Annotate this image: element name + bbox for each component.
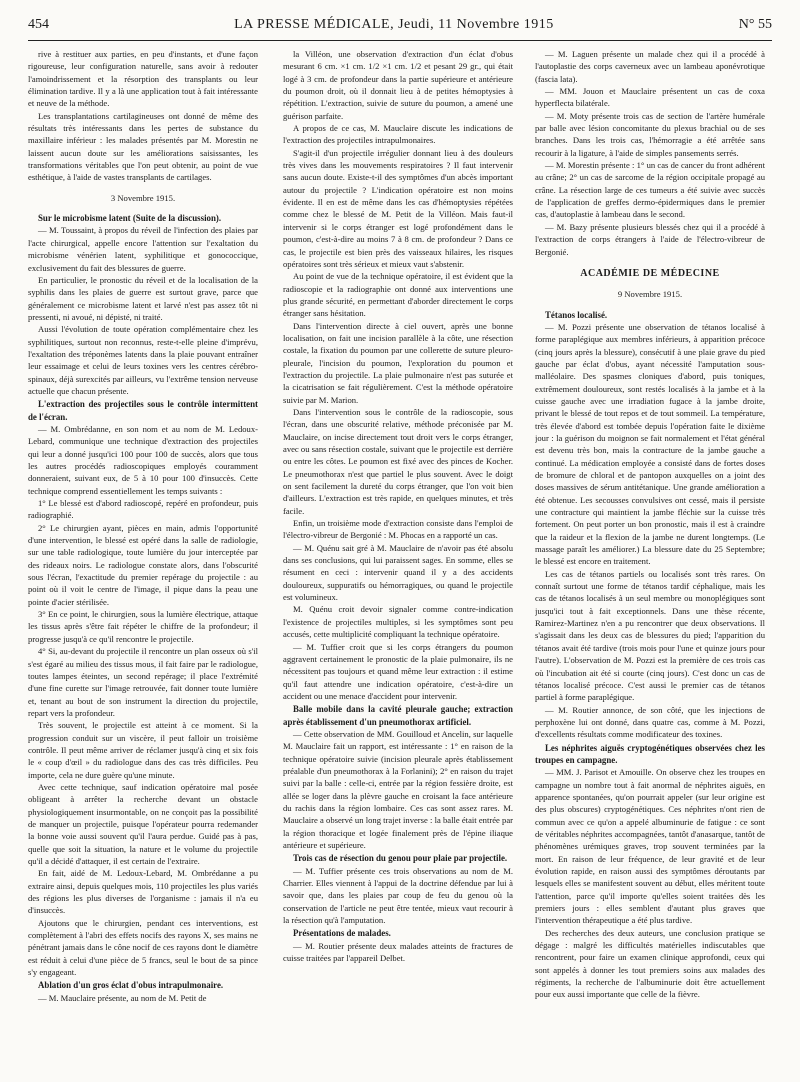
- paragraph: — M. Mauclaire présente, au nom de M. Petit de: [38, 992, 207, 1003]
- paragraph: M. Quénu croit devoir signaler comme contre-indication l'existence de projectiles multiples, si les symptômes sont peu accusés, cette multiplicité compliquant la technique opératoire.: [283, 604, 513, 640]
- paragraph: Enfin, un troisième mode d'extraction consiste dans l'emploi de l'électro-vibreur de Bergonié : M. Phocas en a rapporté un cas.: [283, 518, 513, 541]
- article-heading: Sur le microbisme latent (Suite de la discussion).: [38, 213, 222, 224]
- paragraph: En particulier, le pronostic du réveil et de la localisation de la syphilis dans les plaies de guerre est surtout grave, parce que généralement ce microbisme latent et larvé n'est pas assez tôt ni pressenti, ni avoué, ni dépisté, ni traité.: [28, 274, 258, 322]
- column-3: [535, 48, 765, 1074]
- paragraph: la Villéon, une observation d'extraction d'un éclat d'obus mesurant 6 cm. ×1 cm. 1/2 ×1 cm. 1/2 et pesant 29 gr., qui était logé à 3 cm. de profondeur dans la partie supérieure et antérieure du poumon droit, où il donnait lieu à de petites hémoptysies à répétition. L'extraction, suivie de suture du poumon, a amené une guérison parfaite.: [283, 49, 513, 121]
- paragraph: Dans l'intervention directe à ciel ouvert, après une bonne localisation, on fait une incision parallèle à la côte, une résection costale, la fixation du poumon par une collerette de suture pleuro-pleurale, l'incision du poumon, l'exploration du poumon et l'extraction du projectile. La plaie pulmonaire n'est pas suturée et la cicatrisation se fait régulièrement. C'est la méthode opératoire suivie par M. Marion.: [283, 320, 513, 405]
- column-2: [283, 48, 513, 1074]
- header-rule: [28, 40, 772, 41]
- paragraph: A propos de ce cas, M. Mauclaire discute les indications de l'extraction des projectiles intrapulmonaires.: [283, 123, 513, 146]
- paragraph: Dans l'intervention sous le contrôle de la radioscopie, sous l'écran, dans une obscurité relative, méthode préconisée par M. Mauclaire, on incise directement tout droit vers le corps étranger, avec ou sans résection costale, suivant que le projectile est derrière ou entre les côtes. Le poumon est fixé avec des pinces de Kocher. Le pneumothorax n'est que partiel le plus souvent. Avec le doigt on sent facilement la dureté du corps étranger, que l'on voit bien d'ailleurs. L'extraction est très rapide, en quelques minutes, et très facile.: [283, 406, 513, 516]
- article-heading: Balle mobile dans la cavité pleurale gauche; extraction après établissement d'un pneumothorax artificiel.: [283, 704, 513, 727]
- paragraph: En fait, aidé de M. Ledoux-Lebard, M. Ombrédanne a pu extraire ainsi, depuis quelques mois, 110 projectiles les plus variés des régions les plus diverses de l'organisme : jamais il n'a eu d'insuccès.: [28, 868, 258, 916]
- paragraph: — M. Routier annonce, de son côté, que les injections de perphoxène lui ont donné, dans quatre cas, comme à M. Pozzi, d'excellents résultats comme modificateur des toxines.: [535, 704, 765, 740]
- column-1: [28, 48, 258, 1074]
- paragraph: 3° En ce point, le chirurgien, sous la lumière électrique, attaque les tissus après s'être fait répéter le chiffre de la profondeur; il progresse jusqu'à ce qu'il rencontre le projectile.: [28, 609, 258, 644]
- section-heading: ACADÉMIE DE MÉDECINE: [580, 267, 720, 279]
- article-heading: L'extraction des projectiles sous le contrôle intermittent de l'écran.: [28, 399, 258, 422]
- paragraph: — M. Laguen présente un malade chez qui il a procédé à l'autoplastie des corps caverneux avec un lambeau aponévrotique (fascia lata).: [535, 49, 765, 84]
- paragraph: — M. Ombrédanne, en son nom et au nom de M. Ledoux-Lebard, communique une technique d'extraction des projectiles qui leur a donné jusqu'ici 100 pour 100 de succès, alors que tous les autres procédés radioscopiques employés couramment donneraient, suivant eux, de 5 à 10 pour 100 d'insuccès. Cette technique comprend essentiellement les temps suivants :: [28, 423, 258, 496]
- session-date: 9 Novembre 1915.: [617, 289, 683, 300]
- paragraph: — M. Routier présente deux malades atteints de fractures de cuisse traitées par l'appareil Delbet.: [283, 940, 513, 964]
- paragraph: Les cas de tétanos partiels ou localisés sont très rares. On connaît surtout une forme de tétanos tardif céphalique, mais les cas de tétanos localisés à un seul membre ou monoplégiques sont jusqu'ici tout à fait exceptionnels. Dans une thèse récente, Ramirez-Martinez n'en a pu rencontrer que deux observations. Il s'agissait dans les deux cas de blessures du pied; l'apparition du tétanos avait été tardive (trois mois pour l'une et quinze jours pour l'autre). L'observation de M. Pozzi est la première de ces trois cas où l'incubation ait été si courte (cinq jours). C'est donc un cas de tétanos localisé précoce. C'est aussi le premier cas de tétanos partiel à forme paraplégique.: [535, 568, 765, 703]
- paragraph: rive à restituer aux parties, en peu d'instants, et d'une façon rigoureuse, leur configuration naturelle, sans avoir à redouter l'amoindrissement et la résorption des transplants ou leur élimination tardive. Il y a là une application tout à fait intéressante et neuve de la méthode.: [28, 49, 258, 109]
- paragraph: 2° Le chirurgien ayant, pièces en main, admis l'opportunité d'une intervention, le blessé est opéré dans la salle de radiologie, sur une table radiologique, toute lumière du jour interceptée par des rideaux noirs. Le radiologue constate alors, dans l'obscurité sous l'écran, l'exactitude du premier repérage du projectile : au point où il voit le centre de l'image, il pique dans la peau une pointe d'acier stérilisée.: [28, 522, 258, 607]
- paragraph: — M. Moty présente trois cas de section de l'artère humérale par balle avec lésion concomitante du plexus brachial ou de ses branches. Dans les trois cas, l'hémorragie a été arrêtée sans recourir à la ligature, à l'aide de simples pansements serrés.: [535, 110, 765, 158]
- paragraph: — M. Tuffier croit que si les corps étrangers du poumon aggravent certainement le pronostic de la plaie pulmonaire, ils ne nécessitent pas toujours et quand même leur extraction : il estime qu'il faut attendre une indication opératoire, c'est-à-dire un accident ou une menace d'accident pour intervenir.: [283, 641, 513, 701]
- article-heading: Les néphrites aiguës cryptogénétiques observées chez les troupes en campagne.: [535, 742, 765, 765]
- paragraph: 1° Le blessé est d'abord radioscopé, repéré en profondeur, puis radiographié.: [28, 498, 258, 521]
- paragraph: 4° Si, au-devant du projectile il rencontre un plan osseux où s'il s'est égaré au milieu des tissus mous, il fait faire par le radiologue, toutes lampes éteintes, un second repérage; il place l'extrémité d'une fine curette sur l'image retrouvée, fait donner toute lumière et, tenant au bout de son instrument la direction du projectile, repart vers la profondeur.: [28, 646, 258, 718]
- paragraph: — Cette observation de MM. Gouilloud et Ancelin, sur laquelle M. Mauclaire fait un rapport, est intéressante : 1° en raison de la technique opératoire suivie (incision pleurale après établissement préalable d'un pneumothorax à la Forlanini); 2° en raison du trajet suivi par la balle : celle-ci, entrée par la région fessière droite, est allée se loger dans la plèvre gauche en croisant la face antérieure du rachis dans la région lombaire. Ces cas sont assez rares. M. Mauclaire a observé un long trajet inverse : la balle était entrée par la région thoracique et logée finalement près de l'épine iliaque antérieure et supérieure.: [283, 728, 513, 850]
- journal-title: LA PRESSE MÉDICALE, Jeudi, 11 Novembre 1915: [234, 17, 554, 32]
- paragraph: — MM. J. Parisot et Amouille. On observe chez les troupes en campagne un nombre tout à fait anormal de néphrites aiguës, en apparence spontanées, qu'on pourrait appeler (sur leur origine est des plus obscures) cryptogénétiques. Ces néphrites n'ont rien de commun avec ce qu'on a appelé albuminurie de fatigue : ce sont de véritables néphrites accompagnées, tantôt d'anasarque, tantôt de phénomènes urémiques graves, trop souvent terminées par la mort. En raison de leur fréquence, de leur gravité et de leur évolution rapide, en raison aussi des symptômes déroutants par lesquels elles se manifestent souvent au début, elles méritent toute l'attention, parce qu'il importe qu'elles soient traitées dès les premiers jours : elles semblent d'autant plus graves que l'intervention thérapeutique a été plus tardive.: [535, 767, 765, 926]
- article-heading: Présentations de malades.: [293, 928, 391, 939]
- paragraph: Ajoutons que le chirurgien, pendant ces interventions, est complètement à l'abri des effets nocifs des rayons X, ses mains ne pénétrant jamais dans le cône nocif de ces rayons dont le diamètre est réduit à celui d'une pièce de 5 francs, seul le bout de sa pince s'y engageant.: [28, 917, 258, 978]
- paragraph: Avec cette technique, sauf indication opératoire mal posée obligeant à arrêter la recherche devant un obstacle physiologiquement insurmontable, on ne conçoit pas la possibilité de manquer un projectile, puisque l'opérateur pourra redemander la bonne voie aussi souvent qu'il l'aura perdue. Guidé pas à pas, quelle que soit la situation, la nature et le volume du projectile qu'il a décidé d'attaquer, il est certain de l'extraire.: [28, 781, 258, 866]
- paragraph: Des recherches des deux auteurs, une conclusion pratique se dégage : malgré les difficultés matérielles indiscutables que rencontrent, pour faire un examen clinique approfondi, ceux qui sont appelés à donner les tout premiers soins aux malades des régiments, la recherche de l'albuminurie doit être actuellement pour eux aussi importante que celle de la fièvre.: [535, 927, 765, 1000]
- article-heading: Ablation d'un gros éclat d'obus intrapulmonaire.: [38, 980, 224, 991]
- paragraph: Aussi l'évolution de toute opération complémentaire chez les syphilitiques, surtout non reconnus, reste-t-elle pleine d'imprévu, l'exaltation des tréponèmes latents dans la plaie pouvant entraîner leur essaimage et celui de leurs toxines vers les centres cérébro-spinaux, déjà surexcités par ailleurs, vu l'extrême tension nerveuse actuelle que chacun présente.: [28, 324, 258, 396]
- paragraph: S'agit-il d'un projectile irrégulier donnant lieu à des douleurs très vives dans les mouvements respiratoires ? Il faut intervenir sans aucun doute. Existe-t-il des symptômes d'un abcès important autour du projectile ? L'indication opératoire est non moins évidente. Il en est de même dans les cas d'hémoptysies répétées comme chez le blessé de M. Petit de la Villéon. Mais faut-il intervenir si le corps étranger est logé profondément dans le poumon, c'est-à-dire au moins 7 à 8 cm. de profondeur ? Dans ce cas, le projectile est bien près des vaisseaux hilaires, les risques opératoires sont très sérieux et mieux vaut s'abstenir.: [283, 147, 513, 269]
- paragraph: — M. Tuffier présente ces trois observations au nom de M. Charrier. Elles viennent à l'appui de la doctrine défendue par lui à savoir que, dans les plaies par coup de feu du genou où la conservation de l'article ne peut être tentée, mieux vaut recourir à la résection qu'à l'amputation.: [283, 865, 513, 926]
- paragraph: — M. Pozzi présente une observation de tétanos localisé à forme paraplégique aux membres inférieurs, à apparition précoce (cinq jours après la blessure), consécutif à une plaie grave du pied gauche par éclat d'obus, ayant nécessité l'amputation sous-malléolaire. Des spasmes cloniques d'abord, puis toniques, extrêmement douloureux, sont restés localisés à la jambe et à la cuisse gauche avec une irradiation fugace à la jambe droite, privant le blessé de tout repos et de tout sommeil. La température, très élevée d'abord est tombée depuis l'opération faite le dixième jour : la guérison du moignon se fait normalement et l'état général est devenu très bon, mais la contracture de la jambe gauche a continué. La médication employée a consisté dans de fortes doses de bromure de chloral et de pantopon auxquelles on a joint des doses massives de sérum antitétanique. Une grande amélioration a été obtenue. Les secousses convulsives ont cessé, mais il persiste une contracture qui maintient la jambe fléchie sur la cuisse très fortement. On peut porter un bon pronostic, mais il est à craindre que la raideur et la flexion de la jambe ne durent longtemps. (Le massage paraît les améliorer.) La blessure date du 25 Septembre; le blessé est encore en traitement.: [535, 321, 765, 567]
- paragraph: — M. Bazy présente plusieurs blessés chez qui il a procédé à l'extraction de corps étrangers à l'aide de l'électro-vibreur de Bergonié.: [535, 221, 765, 257]
- paragraph: Au point de vue de la technique opératoire, il est évident que la radioscopie et la radiographie ont donné aux interventions une plus grande sécurité, en permettant d'aborder directement le corps étranger sans hésitation.: [283, 271, 513, 319]
- paragraph: — M. Morestin présente : 1° un cas de cancer du front adhérent au crâne; 2° un cas de sarcome de la région occipitale propagé au crâne. La résection large de ces tumeurs a été suivie avec succès de l'application de greffes dermo-épidermiques dans le premier cas, d'autoplastie à lambeau dans le second.: [535, 160, 765, 220]
- paragraph: — M. Quénu sait gré à M. Mauclaire de n'avoir pas été absolu dans ses conclusions, qui lui paraissent sages. En somme, elles se résument en ceci : intervenir quand il y a des accidents douloureux, suppuratifs ou hémorragiques, ou quand le projectile est volumineux.: [283, 542, 513, 603]
- issue-number: N° 55: [738, 17, 772, 32]
- page-header: [28, 17, 772, 39]
- article-heading: Tétanos localisé.: [545, 309, 608, 320]
- paragraph: Les transplantations cartilagineuses ont donné de même des résultats très intéressants dans les pertes de substance du maxillaire inférieur : les malades présentés par M. Morestin ne laissent aucun doute sur les améliorations saisissantes, les transformations véritables que l'on peut obtenir, au point de vue esthétique, à l'aide de vastes transplants de cartilages.: [28, 110, 258, 183]
- page-number: 454: [28, 17, 49, 32]
- paragraph: Très souvent, le projectile est atteint à ce moment. Si la progression conduit sur un viscère, il peut falloir un troisième contrôle. Il peut même arriver de réclamer jusqu'à cinq et six fois le « coup d'œil » du radiologue dans des cas très difficiles. Peu importe, cela ne dure guère qu'une minute.: [28, 720, 258, 780]
- paragraph: — MM. Jouon et Mauclaire présentent un cas de coxa hyperflecta bilatérale.: [535, 86, 765, 109]
- article-heading: Trois cas de résection du genou pour plaie par projectile.: [293, 853, 508, 864]
- paragraph: — M. Toussaint, à propos du réveil de l'infection des plaies par l'acte chirurgical, appelle encore l'attention sur l'exaltation du microbisme vénérien latent, syphilitique et gonococcique, exclusivement du fait des blessures de guerre.: [28, 225, 258, 273]
- session-date: 3 Novembre 1915.: [110, 192, 176, 203]
